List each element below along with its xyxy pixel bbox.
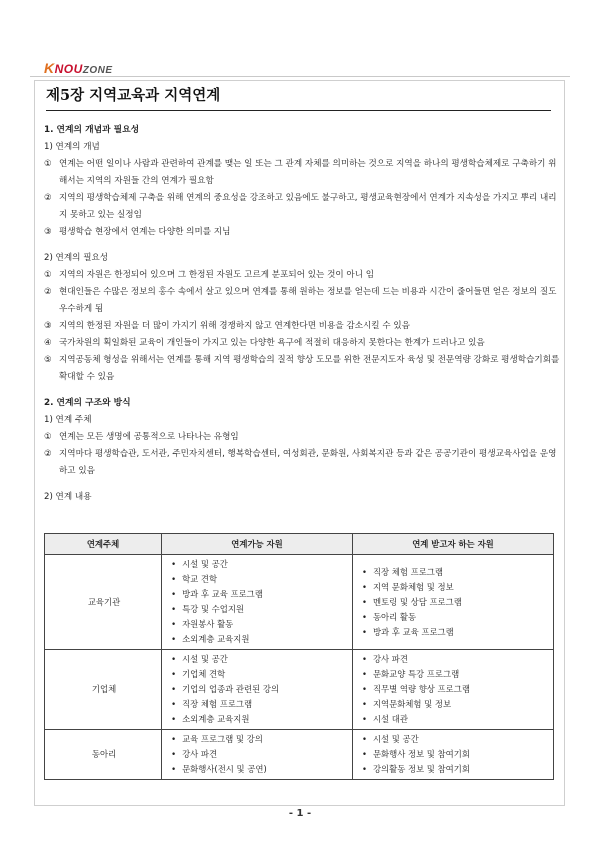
- page-number: - 1 -: [288, 808, 312, 819]
- linkage-content-table: [44, 533, 554, 780]
- list-item: [44, 352, 560, 386]
- bullet-item: • 기업체 견학: [168, 667, 348, 682]
- bullet-item: • 직장 체험 프로그램: [359, 565, 549, 580]
- bullet-item: • 강사 파견: [168, 747, 348, 762]
- bullet-item: • 소외계층 교육지원: [168, 632, 348, 647]
- bullet-item: • 직무별 역량 향상 프로그램: [359, 682, 549, 697]
- subsection-label: 2) 연계 내용: [44, 492, 92, 502]
- list-item: [44, 335, 560, 352]
- bullet-item: • 강사 파견: [359, 652, 549, 667]
- chapter-title: 제5장 지역교육과 지역연계: [46, 84, 551, 111]
- bullet-item: • 소외계층 교육지원: [168, 712, 348, 727]
- bullet-item: • 동아리 활동: [359, 610, 549, 625]
- available-resources-cell: [162, 650, 353, 730]
- list-item: [44, 318, 560, 335]
- table-row: [45, 650, 554, 730]
- list-item: [44, 267, 560, 284]
- item-number: ①: [44, 432, 52, 442]
- bullet-item: • 자원봉사 활동: [168, 617, 348, 632]
- wanted-resources-cell: [352, 730, 553, 780]
- bullet-item: • 지역문화체험 및 정보: [359, 697, 549, 712]
- item-text: 지역마다 평생학습관, 도서관, 주민자치센터, 행복학습센터, 여성회관, 문화원, 사회복지관 등과 같은 공공기관이 평생교육사업을 운영하고 있음: [59, 449, 557, 476]
- bullet-item: • 특강 및 수업지원: [168, 602, 348, 617]
- section-heading: 2. 연계의 구조와 방식: [44, 398, 131, 408]
- item-number: ⑤: [44, 355, 52, 365]
- item-text: 연계는 어떤 일이나 사람과 관련하여 관계를 맺는 일 또는 그 관계 자체를 의미하는 것으로 지역을 하나의 평생학습체제로 구축하기 위해서는 지역의 자원들 간의 연계가 필요함: [59, 159, 557, 186]
- bullet-item: • 방과 후 교육 프로그램: [168, 587, 348, 602]
- bullet-item: • 학교 견학: [168, 572, 348, 587]
- section-heading: 1. 연계의 개념과 필요성: [44, 125, 140, 135]
- bullet-item: • 시설 및 공간: [168, 557, 348, 572]
- wanted-resources-cell: [352, 555, 553, 650]
- item-number: ①: [44, 159, 52, 169]
- bullet-item: • 강의활동 정보 및 참여기회: [359, 762, 549, 777]
- list-item: [44, 446, 560, 480]
- item-number: ②: [44, 449, 52, 459]
- document-body: [44, 122, 560, 506]
- table-header-row: [45, 534, 554, 555]
- bullet-item: • 멘토링 및 상담 프로그램: [359, 595, 549, 610]
- subsection-label: 1) 연계의 개념: [44, 142, 100, 152]
- item-text: 지역의 자원은 한정되어 있으며 그 한정된 자원도 고르게 분포되어 있는 것이 아니 임: [59, 270, 375, 280]
- item-number: ②: [44, 287, 52, 297]
- list-item: [44, 190, 560, 224]
- table-row: [45, 555, 554, 650]
- item-number: ①: [44, 270, 52, 280]
- bullet-item: • 문화행사 정보 및 참여기회: [359, 747, 549, 762]
- list-item: [44, 284, 560, 318]
- subsection-label: 2) 연계의 필요성: [44, 253, 109, 263]
- column-header: 연계주체: [45, 534, 162, 555]
- subsection-label: 1) 연계 주체: [44, 415, 92, 425]
- item-number: ③: [44, 321, 52, 331]
- list-item: [44, 156, 560, 190]
- bullet-item: • 방과 후 교육 프로그램: [359, 625, 549, 640]
- knouzone-logo: KNOUZONE: [44, 60, 113, 76]
- list-item: [44, 429, 560, 446]
- wanted-resources-cell: [352, 650, 553, 730]
- bullet-item: • 시설 및 공간: [168, 652, 348, 667]
- bullet-item: • 시설 대관: [359, 712, 549, 727]
- bullet-item: • 문화행사(전시 및 공연): [168, 762, 348, 777]
- item-text: 지역공동체 형성을 위해서는 연계를 통해 지역 평생학습의 질적 향상 도모를 위한 전문지도자 육성 및 전문역량 강화로 평생학습기회를 확대할 수 있음: [59, 355, 560, 382]
- list-item: [44, 224, 560, 241]
- item-text: 지역의 한정된 자원을 더 많이 가지기 위해 경쟁하지 않고 연계한다면 비용을 감소시킬 수 있음: [59, 321, 410, 331]
- item-text: 국가차원의 획일화된 교육이 개인들이 가지고 있는 다양한 욕구에 적절히 대응하지 못한다는 한계가 드러나고 있음: [59, 338, 485, 348]
- available-resources-cell: [162, 555, 353, 650]
- org-cell: 교육기관: [45, 555, 162, 650]
- available-resources-cell: [162, 730, 353, 780]
- bullet-item: • 직장 체험 프로그램: [168, 697, 348, 712]
- item-number: ③: [44, 227, 52, 237]
- bullet-item: • 기업의 업종과 관련된 강의: [168, 682, 348, 697]
- bullet-item: • 문화교양 특강 프로그램: [359, 667, 549, 682]
- bullet-item: • 교육 프로그램 및 강의: [168, 732, 348, 747]
- column-header: 연계 받고자 하는 자원: [352, 534, 553, 555]
- column-header: 연계가능 자원: [162, 534, 353, 555]
- header-divider: [30, 76, 570, 77]
- item-text: 현대인들은 수많은 정보의 홍수 속에서 살고 있으며 연계를 통해 원하는 정보를 얻는데 드는 비용과 시간이 줄어들면 얻은 정보의 질도 우수하게 됨: [59, 287, 557, 314]
- item-text: 지역의 평생학습체제 구축을 위해 연계의 중요성을 강조하고 있음에도 불구하고, 평생교육현장에서 연계가 지속성을 가지고 뿌리 내리지 못하고 있는 실정임: [59, 193, 557, 220]
- item-number: ④: [44, 338, 52, 348]
- bullet-item: • 시설 및 공간: [359, 732, 549, 747]
- bullet-item: • 지역 문화체험 및 정보: [359, 580, 549, 595]
- item-text: 평생학습 현장에서 연계는 다양한 의미를 지님: [59, 227, 231, 237]
- org-cell: 기업체: [45, 650, 162, 730]
- table-row: [45, 730, 554, 780]
- org-cell: 동아리: [45, 730, 162, 780]
- item-number: ②: [44, 193, 52, 203]
- item-text: 연계는 모든 생명에 공통적으로 나타나는 유형임: [59, 432, 239, 442]
